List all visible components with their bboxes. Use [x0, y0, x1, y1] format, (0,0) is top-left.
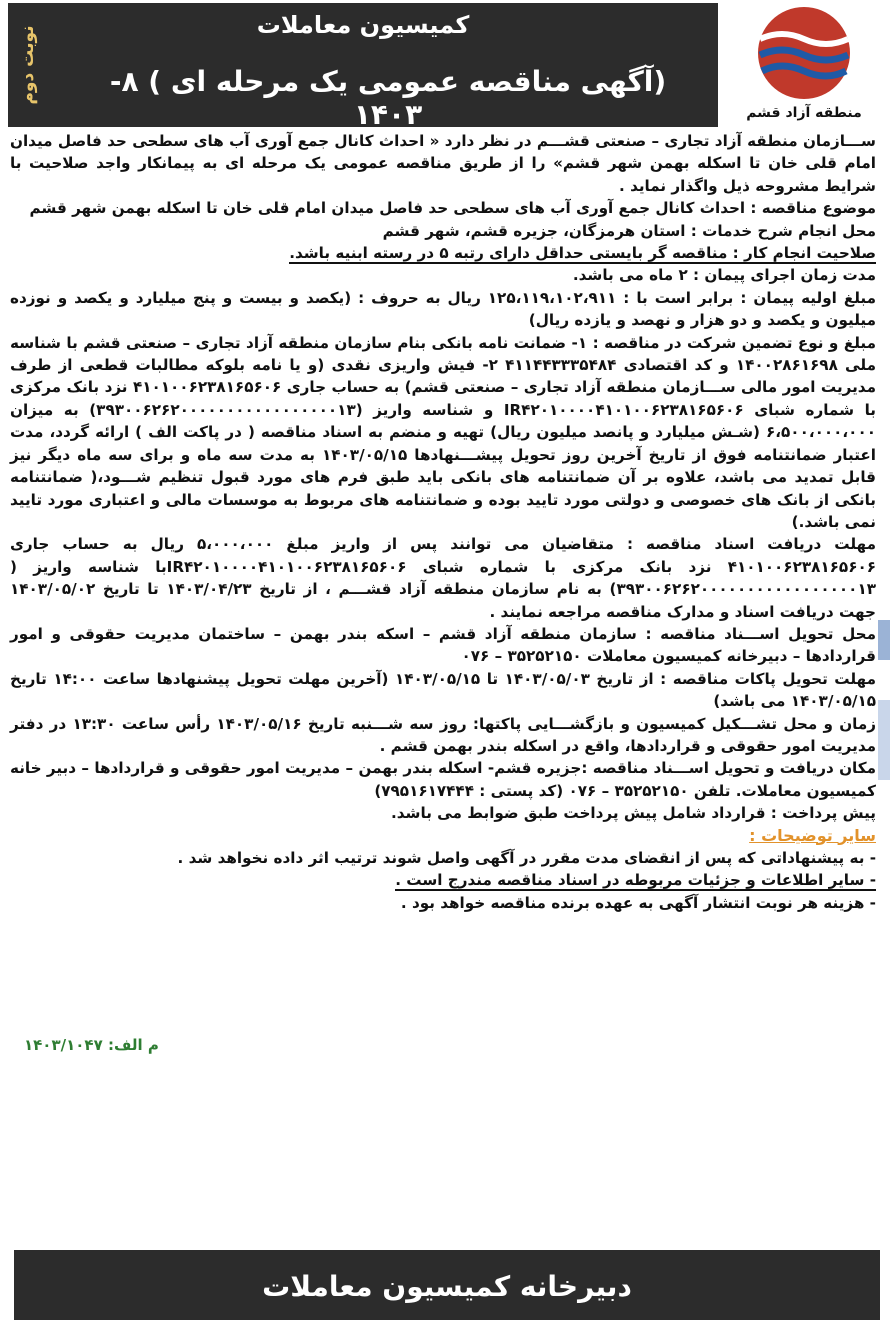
round-tab [8, 3, 48, 127]
header-subtitle: (آگهی مناقصه عمومی یک مرحله ای ) ۸- ۱۴۰۳ [109, 65, 667, 131]
notes-title: سایر توضیحات : [749, 825, 876, 845]
footer-text: دبیرخانه کمیسیون معاملات [262, 1270, 632, 1303]
opening-paragraph: زمان و محل تشـــکیل کمیسیون و بازگشـــایی پاکتها: روز سه شـــنبه تاریخ ۱۴۰۳/۰۵/۱۶ رأس ساعت ۱۳:۳۰ در دفتر مدیریت امور حقوقی و قراردادها، واقع در اسکله بندر بهمن قشم . [10, 714, 877, 755]
edge-mark [878, 620, 890, 660]
amount-paragraph: مبلغ اولیه پیمان : برابر است با : ۱۲۵،۱۱۹،۱۰۲،۹۱۱ ریال به حروف : (یکصد و بیست و پنج میلیارد و یکصد و نوزده میلیون و یکصد و دو هزار و نهصد و یازده ریال) [10, 288, 877, 330]
round-label: نوبت دوم [18, 25, 38, 105]
notice-body [10, 130, 876, 914]
footer-banner [14, 1250, 880, 1320]
note-item: - به پیشنهاداتی که پس از انقضای مدت مقرر در آگهی واصل شوند ترتیب اثر داده نخواهد شد . [177, 849, 876, 867]
contact-paragraph: مکان دریافت و تحویل اســـناد مناقصه :جزیره قشم- اسکله بندر بهمن – مدیریت امور حقوقی و قراردادها – دبیر خانه کمیسیون معاملات. تلفن ۳۵۲۵۲۱۵۰ – ۰۷۶ (کد پستی : ۷۹۵۱۶۱۷۴۴۴) [10, 759, 876, 800]
reference-number: م الف: ۱۴۰۳/۱۰۴۷ [24, 1036, 159, 1054]
guarantee-paragraph: مبلغ و نوع تضمین شرکت در مناقصه : ۱- ضمانت نامه بانکی بنام سازمان منطقه آزاد تجاری – صنعتی قشم با شناسه ملی ۱۴۰۰۲۸۶۱۶۹۸ و کد اقتصادی ۴۱۱۴۴۳۳۳۵۴۸۴ ۲- فیش واریزی نقدی (و یا نامه بلوکه مطالبات قطعی از طرف مدیریت امور مالی ســـازمان منطقه آزاد تجاری – صنعتی قشم) به حساب جاری ۴۱۰۱۰۰۶۲۳۸۱۶۵۶۰۶ نزد بانک مرکزی با شماره شبای IR۴۲۰۱۰۰۰۰۴۱۰۱۰۰۶۲۳۸۱۶۵۶۰۶ و شناسه واریز (۳۹۳۰۰۶۲۶۲۰۰۰۰۰۰۰۰۰۰۰۰۰۰۰۰۰۱۳) به میزان ۶،۵۰۰،۰۰۰،۰۰۰ (شـش میلیارد و پانصد میلیون ریال) تهیه و منضم به اسناد مناقصه ( در پاکت الف ) ارائه گردد، مدت اعتبار ضمانتنامه فوق از تاریخ آخرین روز تحویل پیشـــنهادها ۱۴۰۳/۰۵/۱۵ به مدت سه ماه و برای سه ماه دیگر نیز قابل تمدید می باشد، علاوه بر آن ضمانتنامه های بانکی باید طبق فرم های مورد قبول تنظیم شـــود،( ضمانتنامه بانکی از بانک های خصوصی و دولتی مورد تایید بوده و ضمانتنامه های مربوط به موسسات مالی و اعتباری مورد تایید نمی باشد.) [10, 333, 877, 531]
delivery-place-paragraph: محل تحویل اســـناد مناقصه : سازمان منطقه آزاد قشم – اسکه بندر بهمن – ساختمان مدیریت حقوقی و امور قراردادها – دبیرخانه کمیسیون معاملات ۳۵۲۵۲۱۵۰ – ۰۷۶ [10, 624, 876, 666]
intro-paragraph: ســـازمان منطقه آزاد تجاری – صنعتی قشـــم در نظر دارد « احداث کانال جمع آوری آب های سطحی حد فاصل میدان امام قلی خان تا اسکله بهمن شهر قشم» را از طریق مناقصه عمومی یک مرحله ای به پیمانکار واجد صلاحیت با شرایط مشروحه ذیل واگذار نماید . [10, 132, 876, 195]
location-line: محل انجام شرح خدمات : استان هرمزگان، جزیره قشم، شهر قشم [382, 221, 876, 240]
header-title: کمیسیون معاملات [256, 11, 470, 39]
logo-caption: منطقه آزاد قشم [746, 105, 862, 121]
subject-line: موضوع مناقصه : احداث کانال جمع آوری آب های سطحی حد فاصل میدان امام قلی خان تا اسکله بهمن شهر قشم [29, 199, 876, 218]
duration-line: مدت زمان اجرای پیمان : ۲ ماه می باشد. [572, 266, 876, 285]
notice-header [0, 0, 890, 131]
qeshm-free-zone-logo [726, 3, 882, 127]
note-item: - هزینه هر نوبت انتشار آگهی به عهده برنده مناقصه خواهد بود . [400, 893, 876, 912]
note-item: - سایر اطلاعات و جزئیات مربوطه در اسناد مناقصه مندرج است . [395, 871, 876, 890]
edge-mark [878, 700, 890, 780]
prepayment-line: پیش پرداخت : قرارداد شامل پیش پرداخت طبق ضوابط می باشد. [391, 804, 876, 823]
logo-emblem-icon [726, 3, 882, 103]
qualification-line: صلاحیت انجام کار : مناقصه گر بایستی حداقل دارای رتبه ۵ در رسته ابنیه باشد. [289, 244, 876, 263]
documents-paragraph: مهلت دریافت اسناد مناقصه : متقاضیان می توانند پس از واریز مبلغ ۵،۰۰۰،۰۰۰ ریال به حساب جاری ۴۱۰۱۰۰۶۲۳۸۱۶۵۶۰۶ نزد بانک مرکزی با شماره شبای IR۴۲۰۱۰۰۰۰۴۱۰۱۰۰۶۲۳۸۱۶۵۶۰۶با شناسه واریز ( ۳۹۳۰۰۶۲۶۲۰۰۰۰۰۰۰۰۰۰۰۰۰۰۰۰۰۱۳) به نام سازمان منطقه آزاد قشـــم ، از تاریخ ۱۴۰۳/۰۴/۲۳ تا تاریخ ۱۴۰۳/۰۵/۰۲ جهت دریافت اسناد و مدارک مناقصه مراجعه نمایند . [10, 535, 877, 621]
deadline-paragraph: مهلت تحویل پاکات مناقصه : از تاریخ ۱۴۰۳/۰۵/۰۳ تا ۱۴۰۳/۰۵/۱۵ (آخرین مهلت تحویل پیشنهادها ساعت ۱۴:۰۰ تاریخ ۱۴۰۳/۰۵/۱۵ می باشد) [10, 669, 876, 711]
header-banner [8, 3, 718, 131]
